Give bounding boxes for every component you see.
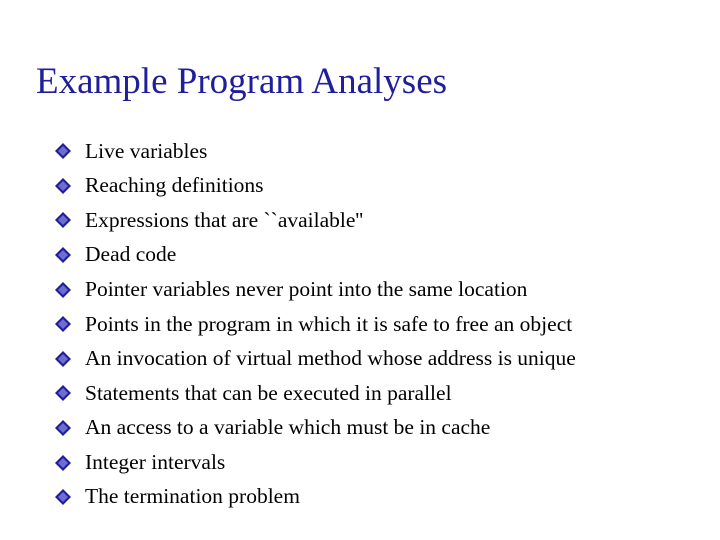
diamond-bullet-icon bbox=[54, 454, 72, 472]
list-item bbox=[54, 134, 576, 169]
diamond-bullet-icon bbox=[54, 384, 72, 402]
list-item bbox=[54, 445, 576, 480]
diamond-bullet-icon bbox=[54, 246, 72, 264]
list-item-text: Dead code bbox=[85, 242, 177, 267]
diamond-bullet-icon bbox=[54, 419, 72, 437]
list-item bbox=[54, 480, 576, 515]
list-item-text: An access to a variable which must be in cache bbox=[85, 415, 491, 440]
diamond-bullet-icon bbox=[54, 142, 72, 160]
list-item-text: Expressions that are ``available'' bbox=[85, 207, 364, 232]
list-item bbox=[54, 272, 576, 307]
list-item bbox=[54, 342, 576, 377]
diamond-bullet-icon bbox=[54, 211, 72, 229]
list-item bbox=[54, 376, 576, 411]
list-item-text: An invocation of virtual method whose address is unique bbox=[85, 346, 576, 371]
list-item-text: The termination problem bbox=[85, 484, 300, 509]
diamond-bullet-icon bbox=[54, 177, 72, 195]
slide-title: Example Program Analyses bbox=[36, 61, 448, 102]
diamond-bullet-icon bbox=[54, 315, 72, 333]
list-item bbox=[54, 307, 576, 342]
list-item-text: Integer intervals bbox=[85, 449, 226, 474]
list-item-text: Reaching definitions bbox=[85, 173, 264, 198]
list-item-text: Statements that can be executed in parallel bbox=[85, 380, 452, 405]
bullet-list bbox=[54, 134, 576, 515]
list-item bbox=[54, 169, 576, 204]
list-item-text: Points in the program in which it is safe to free an object bbox=[85, 311, 573, 336]
diamond-bullet-icon bbox=[54, 281, 72, 299]
diamond-bullet-icon bbox=[54, 350, 72, 368]
list-item bbox=[54, 238, 576, 273]
list-item bbox=[54, 203, 576, 238]
list-item-text: Pointer variables never point into the same location bbox=[85, 276, 528, 301]
list-item-text: Live variables bbox=[85, 138, 208, 163]
diamond-bullet-icon bbox=[54, 488, 72, 506]
list-item bbox=[54, 411, 576, 446]
